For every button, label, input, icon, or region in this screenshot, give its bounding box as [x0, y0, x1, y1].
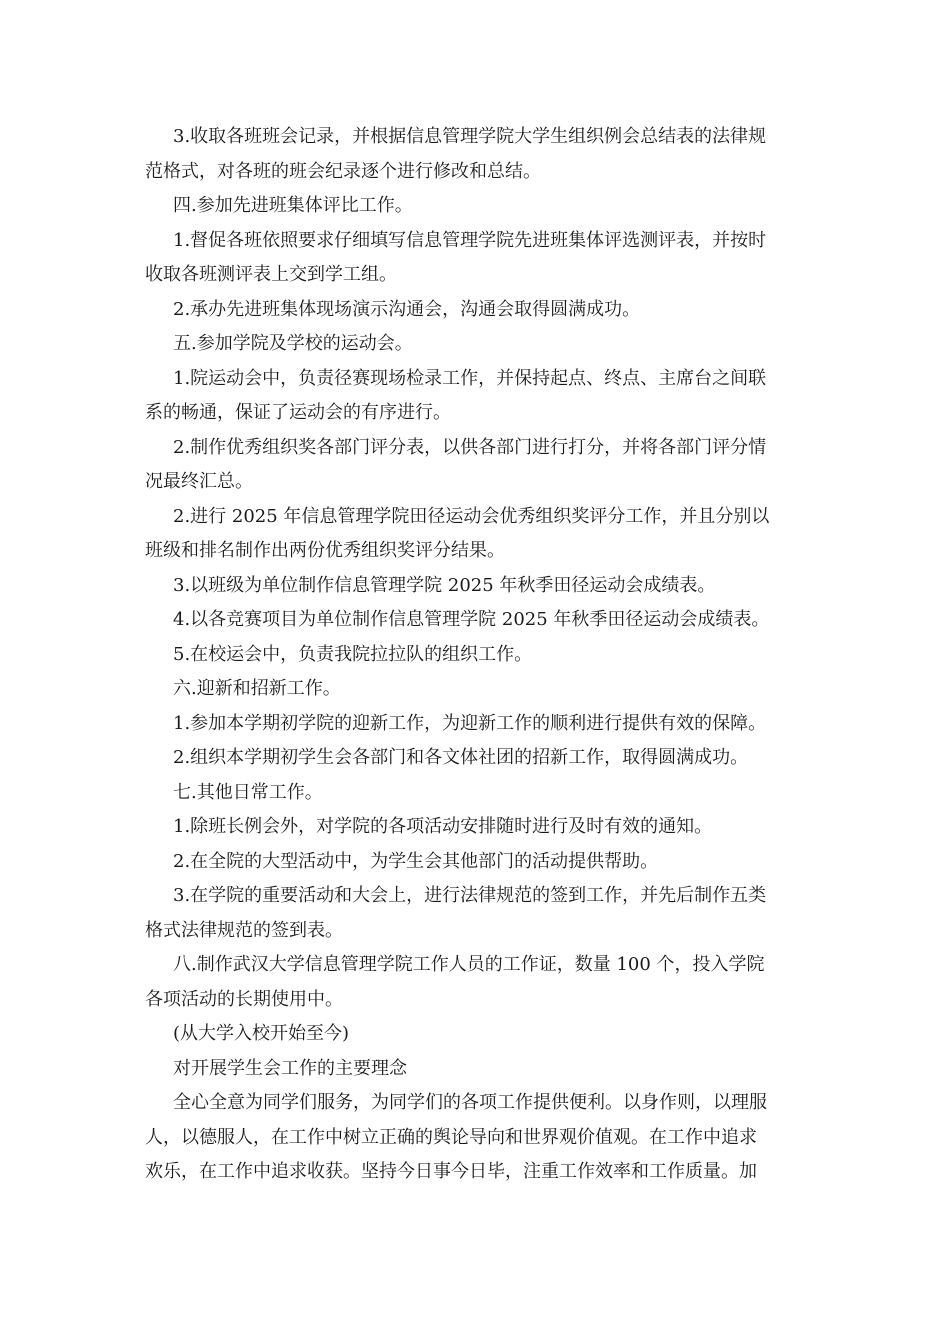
text-line: 欢乐，在工作中追求收获。坚持今日事今日毕，注重工作效率和工作质量。加 [145, 1161, 757, 1182]
text-line: 3.在学院的重要活动和大会上，进行法律规范的签到工作，并先后制作五类 [173, 885, 767, 906]
text-line: 2.进行 2025 年信息管理学院田径运动会优秀组织奖评分工作，并且分别以 [173, 505, 770, 527]
text-line: 班级和排名制作出两份优秀组织奖评分结果。 [145, 540, 505, 561]
text-line: 1.除班长例会外，对学院的各项活动安排随时进行及时有效的通知。 [173, 816, 713, 837]
text-line: 人，以德服人，在工作中树立正确的舆论导向和世界观价值观。在工作中追求 [145, 1126, 757, 1148]
text-line: 5.在校运会中，负责我院拉拉队的组织工作。 [173, 643, 533, 665]
text-line: 4.以各竞赛项目为单位制作信息管理学院 2025 年秋季田径运动会成绩表。 [173, 609, 770, 630]
text-line: 各项活动的长期使用中。 [145, 988, 343, 1010]
text-line: (从大学入校开始至今) [173, 1023, 350, 1044]
text-line: 格式法律规范的签到表。 [145, 919, 343, 941]
text-line: 2.组织本学期初学生会各部门和各文体社团的招新工作，取得圆满成功。 [173, 747, 749, 768]
text-line: 3.收取各班班会记录，并根据信息管理学院大学生组织例会总结表的法律规 [173, 126, 767, 147]
text-line: 七.其他日常工作。 [173, 781, 323, 803]
text-line: 四.参加先进班集体评比工作。 [173, 195, 413, 216]
text-line: 范格式，对各班的班会纪录逐个进行修改和总结。 [145, 160, 541, 182]
text-line: 况最终汇总。 [145, 471, 253, 492]
text-line: 3.以班级为单位制作信息管理学院 2025 年秋季田径运动会成绩表。 [173, 574, 716, 596]
text-line: 1.参加本学期初学院的迎新工作，为迎新工作的顺利进行提供有效的保障。 [173, 712, 767, 734]
text-line: 1.院运动会中，负责径赛现场检录工作，并保持起点、终点、主席台之间联 [173, 367, 767, 389]
text-line: 八.制作武汉大学信息管理学院工作人员的工作证，数量 100 个，投入学院 [173, 954, 765, 975]
text-line: 2.制作优秀组织奖各部门评分表，以供各部门进行打分，并将各部门评分情 [173, 436, 767, 458]
text-line: 2.在全院的大型活动中，为学生会其他部门的活动提供帮助。 [173, 850, 659, 872]
text-line: 六.迎新和招新工作。 [173, 678, 341, 699]
text-line: 全心全意为同学们服务，为同学们的各项工作提供便利。以身作则，以理服 [173, 1092, 767, 1113]
text-line: 1.督促各班依照要求仔细填写信息管理学院先进班集体评选测评表，并按时 [173, 229, 767, 251]
text-line: 收取各班测评表上交到学工组。 [145, 264, 397, 285]
text-line: 2.承办先进班集体现场演示沟通会，沟通会取得圆满成功。 [173, 298, 641, 320]
text-line: 五.参加学院及学校的运动会。 [173, 333, 413, 354]
text-line: 对开展学生会工作的主要理念 [173, 1057, 407, 1079]
text-line: 系的畅通，保证了运动会的有序进行。 [145, 402, 451, 423]
document-body [145, 120, 805, 1190]
